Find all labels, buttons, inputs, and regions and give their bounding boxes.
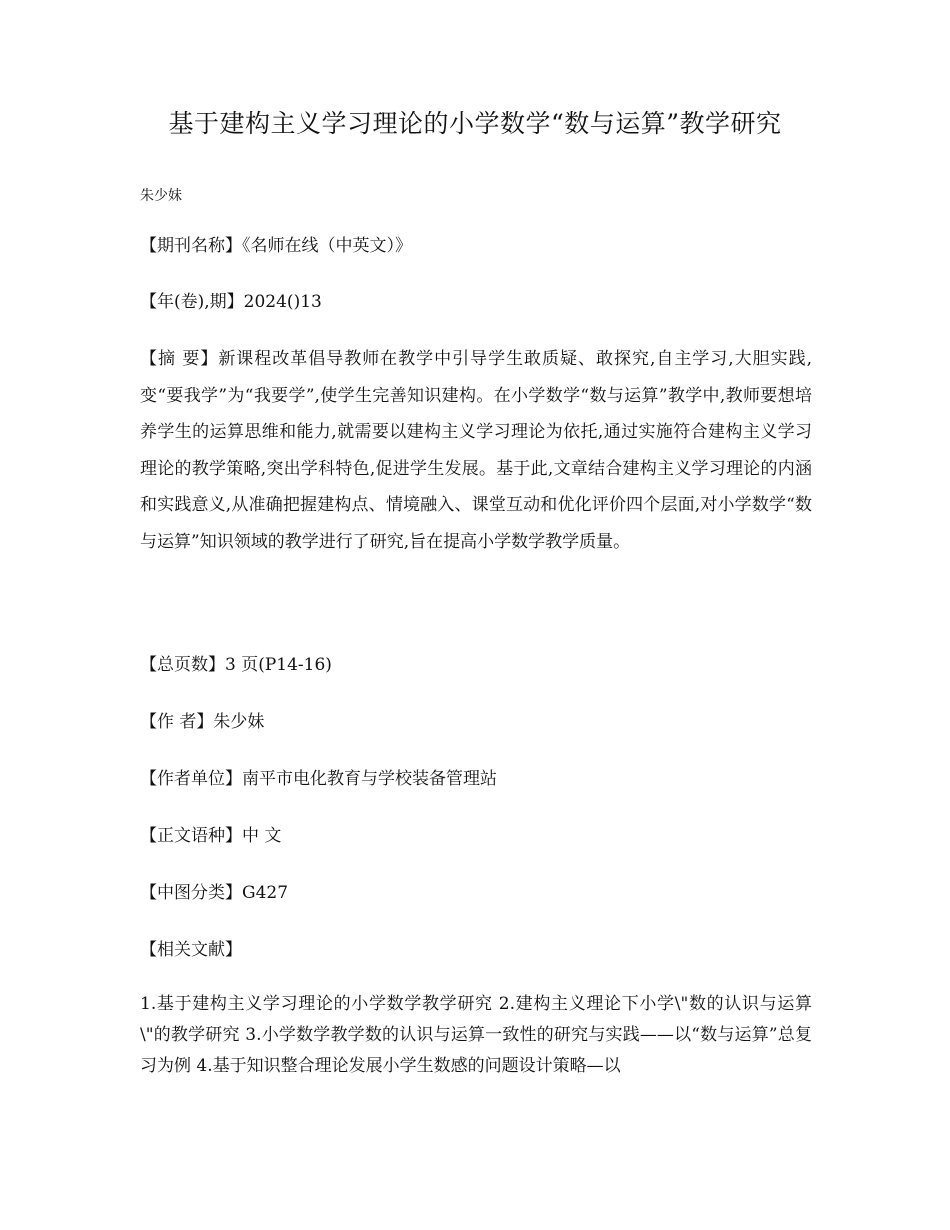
document-title: 基于建构主义学习理论的小学数学“数与运算”教学研究	[168, 109, 782, 138]
related-label: 【相关文献】	[140, 940, 242, 960]
affiliation-field	[140, 765, 820, 793]
journal-field	[140, 232, 820, 260]
year-issue-value: 2024()13	[243, 292, 322, 312]
journal-label: 【期刊名称】	[140, 236, 242, 256]
related-literature-list: 1.基于建构主义学习理论的小学数学教学研究 2.建构主义理论下小学\"数的认识与运算\"的教学研究 3.小学数学教学数的认识与运算一致性的研究与实践——以“数与运算”总复习为例 4.基于知识整合理论发展小学生数感的问题设计策略—以	[140, 994, 812, 1076]
byline: 朱少妹	[140, 188, 182, 204]
pages-value: 3 页(P14-16)	[225, 655, 332, 675]
language-field	[140, 822, 820, 850]
abstract-text: 新课程改革倡导教师在教学中引导学生敢质疑、敢探究,自主学习,大胆实践,变“要我学”为“我要学”,使学生完善知识建构。在小学数学“数与运算”教学中,教师要想培养学生的运算思维和能力,就需要以建构主义学习理论为依托,通过实施符合建构主义学习理论的教学策略,突出学科特色,促进学生发展。基于此,文章结合建构主义学习理论的内涵和实践意义,从准确把握建构点、情境融入、课堂互动和优化评价四个层面,对小学数学“数与运算”知识领域的教学进行了研究,旨在提高小学数学教学质量。	[140, 349, 812, 552]
clc-field	[140, 879, 820, 907]
year-issue-field	[140, 288, 820, 316]
affiliation-value: 南平市电化教育与学校装备管理站	[242, 769, 497, 789]
language-label: 【正文语种】	[140, 826, 242, 846]
author-label: 【作 者】	[140, 712, 214, 732]
related-heading	[140, 936, 820, 964]
journal-value: 《名师在线（中英文）》	[242, 236, 412, 256]
pages-label: 【总页数】	[140, 655, 225, 675]
affiliation-label: 【作者单位】	[140, 769, 242, 789]
abstract-label: 【摘 要】	[140, 349, 219, 369]
clc-value: G427	[242, 883, 289, 903]
author-field	[140, 708, 820, 736]
pages-field	[140, 651, 820, 679]
author-value: 朱少妹	[213, 712, 265, 732]
year-issue-label: 【年(卷),期】	[140, 292, 244, 312]
abstract-section	[140, 341, 812, 560]
language-value: 中 文	[242, 826, 282, 846]
clc-label: 【中图分类】	[140, 883, 242, 903]
